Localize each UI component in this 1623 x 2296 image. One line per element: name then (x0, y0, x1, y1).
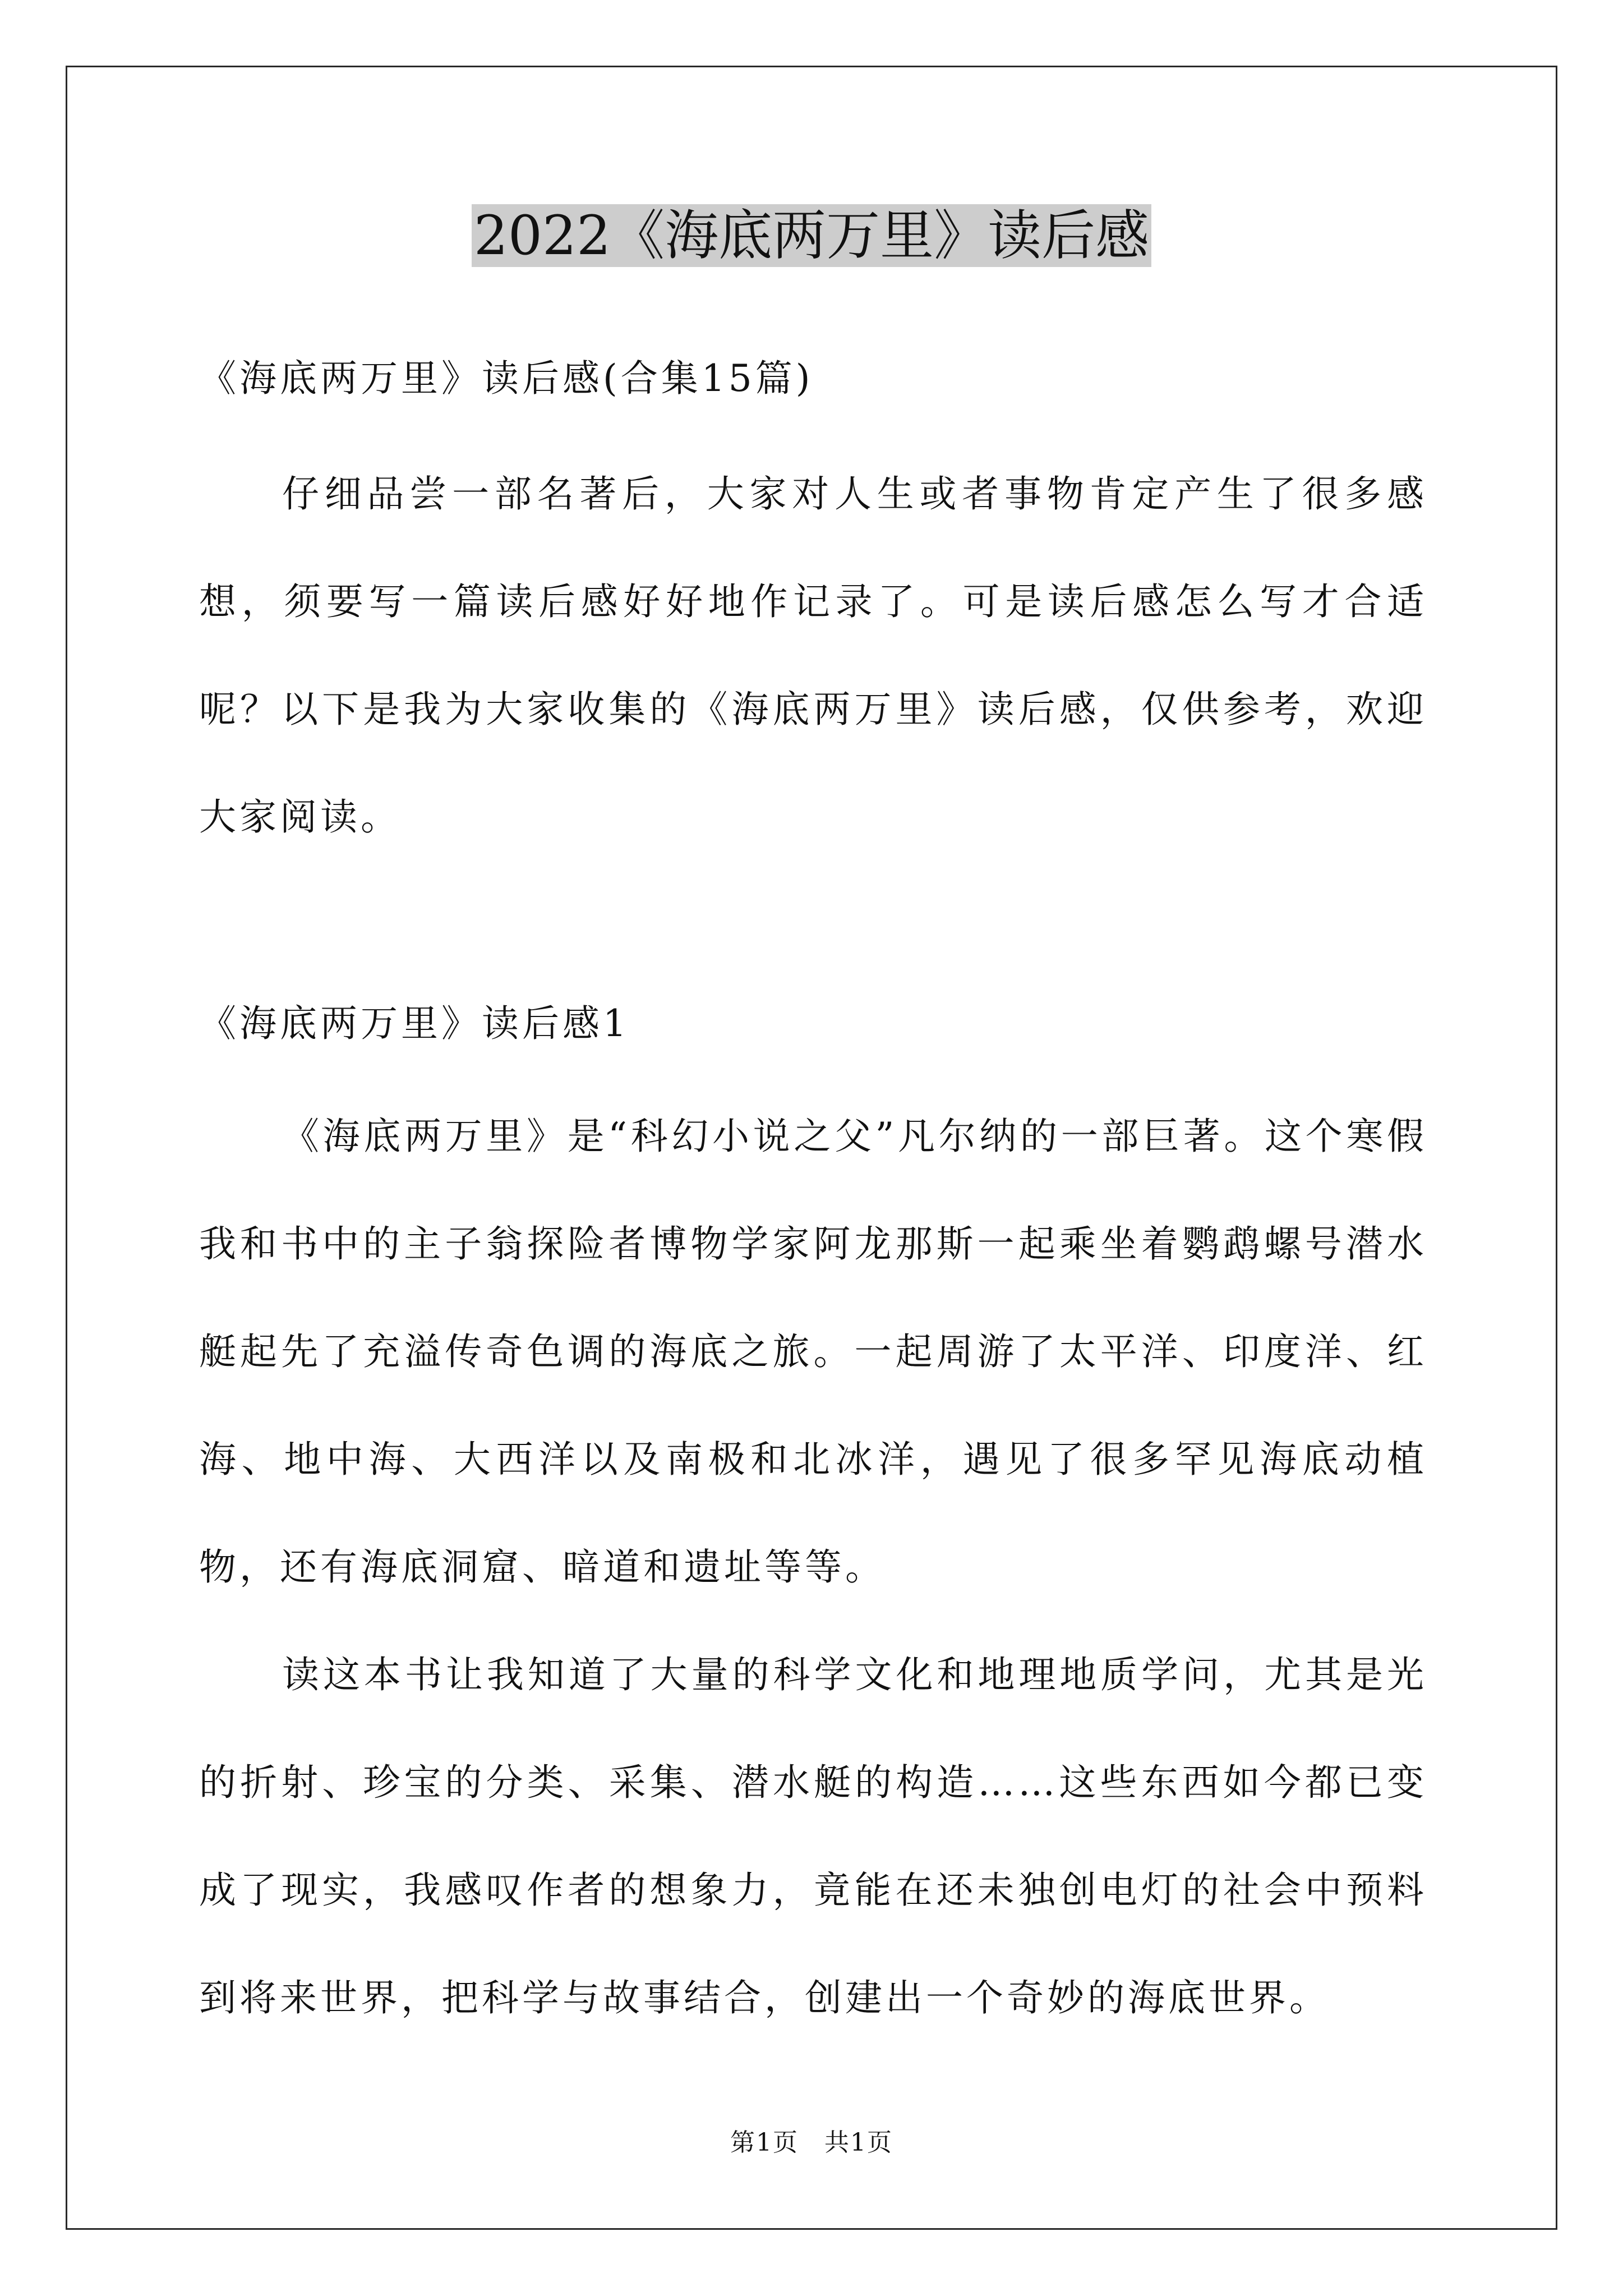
body-paragraph-1: 《海底两万里》是“科幻小说之父”凡尔纳的一部巨著。这个寒假我和书中的主子翁探险者博物学家阿龙那斯一起乘坐着鹦鹉螺号潜水艇起先了充溢传奇色调的海底之旅。一起周游了太平洋、印度洋、红海、地中海、大西洋以及南极和北冰洋，遇见了很多罕见海底动植物，还有海底洞窟、暗道和遗址等等。 (199, 1115, 1427, 1589)
document-subtitle: 《海底两万里》读后感(合集15篇) (199, 357, 814, 400)
title-text: 2022《海底两万里》读后感 (472, 204, 1151, 267)
body-paragraph-2: 读这本书让我知道了大量的科学文化和地理地质学问，尤其是光的折射、珍宝的分类、采集、潜水艇的构造……这些东西如今都已变成了现实，我感叹作者的想象力，竟能在还未独创电灯的社会中预料到将来世界，把科学与故事结合，创建出一个奇妙的海底世界。 (199, 1653, 1427, 2019)
intro-paragraph: 仔细品尝一部名著后，大家对人生或者事物肯定产生了很多感想，须要写一篇读后感好好地作记录了。可是读后感怎么写才合适呢？以下是我为大家收集的《海底两万里》读后感，仅供参考，欢迎大家阅读。 (199, 472, 1427, 839)
section-heading: 《海底两万里》读后感1 (199, 1002, 630, 1045)
page-footer: 第1页 共1页 (730, 2128, 893, 2157)
document-title (0, 199, 1623, 272)
